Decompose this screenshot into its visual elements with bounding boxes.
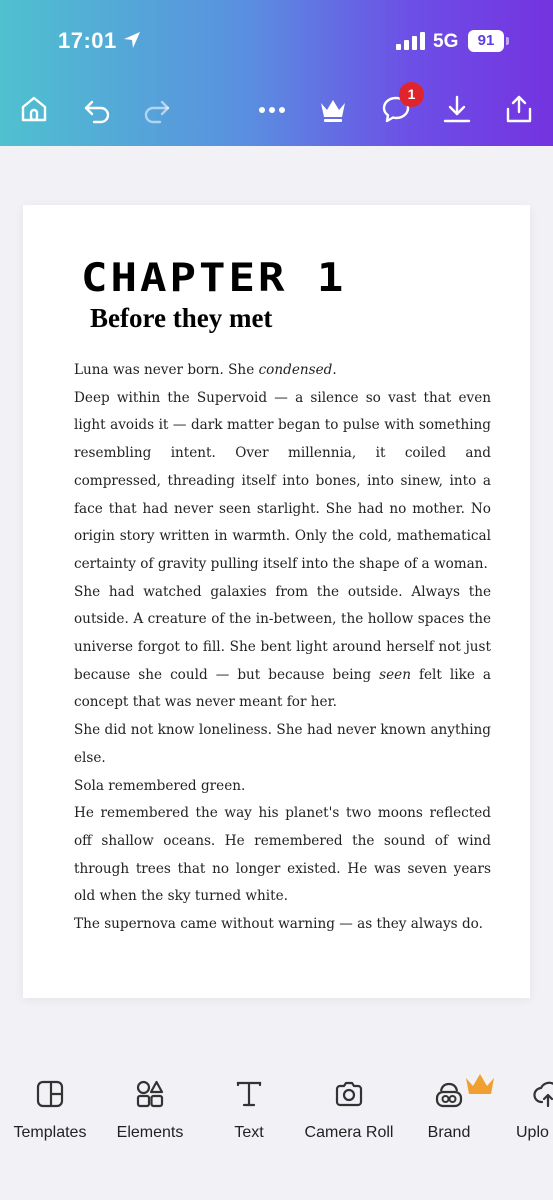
tool-label: Camera Roll	[304, 1124, 394, 1141]
paragraph	[74, 579, 491, 718]
paragraph-text: He remembered the way his planet's two moons reflected off shallow oceans. He remembered the sound of wind through trees that no longer existed. He was seven years old when the sky turned white.	[74, 805, 491, 905]
paragraph-text: Luna was never born. She	[74, 362, 259, 378]
paragraph-text: .	[332, 362, 337, 378]
paragraph	[74, 800, 491, 911]
paragraph-text: Deep within the Supervoid — a silence so vast that even light avoids it — dark matter began to pulse with something resembling intent. Over millennia, it coiled and compressed, threading itself into bones, into sinew, into a face that had never seen starlight. She had no mother. No origin story written in warmth. Only the cold, mathematical certainty of gravity pulling itself into the shape of a woman.	[74, 389, 491, 572]
tool-label: Uplo	[516, 1124, 549, 1141]
tool-camera-roll[interactable]	[298, 1060, 400, 1160]
emphasis-text: seen	[379, 666, 411, 683]
share-icon[interactable]	[504, 94, 534, 124]
tool-label: Templates	[13, 1124, 87, 1141]
paragraph-text: Sola remembered green.	[74, 777, 246, 794]
signal-bars-icon	[396, 32, 426, 50]
more-icon[interactable]	[257, 94, 287, 124]
status-time: 17:01	[58, 28, 117, 53]
chapter-title[interactable]: CHAPTER 1	[81, 255, 347, 301]
tool-elements[interactable]	[100, 1060, 200, 1160]
templates-icon	[34, 1078, 66, 1110]
location-arrow-icon	[122, 30, 142, 50]
crown-icon[interactable]	[318, 94, 348, 124]
download-icon[interactable]	[442, 94, 472, 124]
undo-icon[interactable]	[82, 94, 112, 124]
status-bar	[0, 0, 553, 80]
tool-templates[interactable]	[0, 1060, 100, 1160]
paragraph-text: The supernova came without warning — as they always do.	[74, 916, 483, 933]
paragraph-text: She had watched galaxies from the outside. Always the outside. A creature of the in-between, the hollow spaces the universe forgot to fill. She bent light around herself not just because she could — but because being	[74, 583, 491, 683]
top-toolbar	[0, 0, 553, 146]
upload-icon	[532, 1078, 553, 1110]
paragraph	[74, 357, 491, 385]
body-text-block[interactable]	[74, 357, 491, 939]
tool-upload[interactable]	[498, 1060, 553, 1160]
home-icon[interactable]	[19, 94, 49, 124]
emphasis-text: condensed	[258, 362, 333, 378]
tool-label: Brand	[427, 1124, 471, 1141]
paragraph-text: felt like a concept that was never meant for her.	[74, 666, 492, 711]
network-type: 5G	[433, 31, 459, 52]
premium-crown-icon	[464, 1068, 496, 1100]
tool-brand[interactable]	[400, 1060, 498, 1160]
paragraph	[74, 385, 491, 579]
text-icon	[233, 1078, 265, 1110]
document-page[interactable]	[23, 205, 530, 998]
camera-icon	[333, 1078, 365, 1110]
comment-count-badge: 1	[399, 82, 424, 107]
redo-icon[interactable]	[142, 94, 172, 124]
battery-level: 91	[468, 30, 504, 52]
brand-icon	[433, 1078, 465, 1110]
tool-text[interactable]	[200, 1060, 298, 1160]
battery-tip	[506, 37, 509, 45]
elements-icon	[134, 1078, 166, 1110]
chapter-subtitle[interactable]: Before they met	[90, 303, 273, 333]
paragraph	[74, 911, 491, 939]
bottom-tools-bar	[0, 1060, 553, 1200]
paragraph-text: She did not know loneliness. She had never known anything else.	[74, 722, 491, 766]
tool-label: Text	[234, 1124, 264, 1141]
paragraph	[74, 717, 491, 772]
paragraph	[74, 773, 491, 801]
tool-label: Elements	[116, 1124, 184, 1141]
